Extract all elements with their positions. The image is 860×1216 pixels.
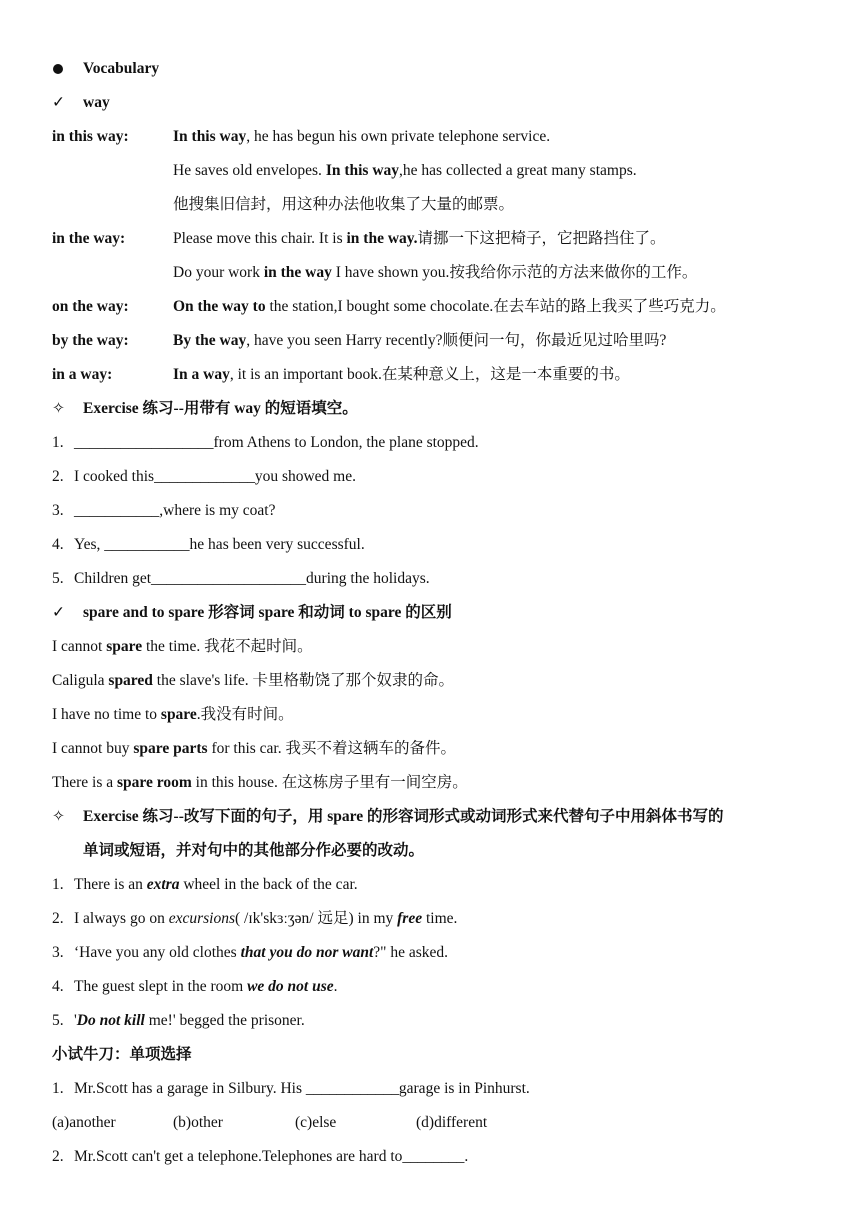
example-text: I have no time to spare.我没有时间。 [52, 706, 294, 723]
item-text: I always go on excursions( /ɪk'skɜːʒən/ 远足) in my free time. [74, 910, 458, 927]
quiz-options [0, 1112, 860, 1134]
vocab-entry [0, 330, 860, 352]
entry-label: in the way: [52, 230, 126, 247]
example-text: There is a spare room in this house. 在这栋房子里有一间空房。 [52, 774, 468, 791]
item-text: __________________from Athens to London, the plane stopped. [74, 434, 479, 451]
entry-text: Do your work in the way I have shown you.按我给你示范的方法来做你的工作。 [173, 264, 698, 281]
checkmark-icon: ✓ [52, 94, 65, 111]
vocab-entry [0, 228, 860, 250]
item-text: ‘Have you any old clothes that you do nor want?" he asked. [74, 944, 449, 961]
spare-example [0, 670, 860, 692]
item-text: Mr.Scott has a garage in Silbury. His ____________garage is in Pinhurst. [74, 1080, 530, 1097]
item-number: 3. [52, 502, 64, 519]
item-number: 1. [52, 1080, 64, 1097]
exercise2-heading-line2: 单词或短语，并对句中的其他部分作必要的改动。 [83, 842, 425, 859]
way-heading-row [0, 92, 860, 114]
bullet-dot-icon [53, 64, 63, 74]
quiz-heading: 小试牛刀：单项选择 [52, 1046, 192, 1063]
entry-text: He saves old envelopes. In this way,he has collected a great many stamps. [173, 162, 637, 179]
entry-text: In a way, it is an important book.在某种意义上，这是一本重要的书。 [173, 366, 630, 383]
exercise-item [0, 432, 860, 454]
entry-text: By the way, have you seen Harry recently?顺便问一句，你最近见过哈里吗? [173, 332, 667, 349]
item-number: 5. [52, 1012, 64, 1029]
item-number: 4. [52, 978, 64, 995]
item-text: The guest slept in the room we do not use. [74, 978, 338, 995]
spare-example [0, 636, 860, 658]
exercise-item [0, 874, 860, 896]
item-number: 4. [52, 536, 64, 553]
item-number: 2. [52, 910, 64, 927]
example-text: Caligula spared the slave's life. 卡里格勒饶了那个奴隶的命。 [52, 672, 455, 689]
exercise-item [0, 976, 860, 998]
example-text: I cannot buy spare parts for this car. 我买不着这辆车的备件。 [52, 740, 456, 757]
vocabulary-heading: Vocabulary [83, 60, 160, 77]
item-text: Yes, ___________he has been very successful. [74, 536, 365, 553]
item-number: 2. [52, 1148, 64, 1165]
entry-label: by the way: [52, 332, 129, 349]
diamond-star-icon: ✧ [52, 400, 65, 417]
exercise2-heading-line1: Exercise 练习--改写下面的句子，用 spare 的形容词形式或动词形式来代替句子中用斜体书写的 [83, 808, 724, 825]
option-d: (d)different [416, 1114, 488, 1131]
way-heading: way [83, 94, 110, 111]
diamond-star-icon: ✧ [52, 808, 65, 825]
entry-text: In this way, he has begun his own private telephone service. [173, 128, 551, 145]
item-text: I cooked this_____________you showed me. [74, 468, 356, 485]
exercise1-heading: Exercise 练习--用带有 way 的短语填空。 [83, 400, 358, 417]
option-b: (b)other [173, 1114, 223, 1131]
quiz-item [0, 1146, 860, 1168]
example-text: I cannot spare the time. 我花不起时间。 [52, 638, 313, 655]
vocab-entry [0, 262, 860, 284]
vocab-entry [0, 364, 860, 386]
checkmark-icon: ✓ [52, 604, 65, 621]
option-c: (c)else [295, 1114, 337, 1131]
vocab-entry [0, 126, 860, 148]
exercise1-heading-row [0, 398, 860, 420]
entry-text: 他搜集旧信封，用这种办法他收集了大量的邮票。 [173, 196, 515, 213]
item-number: 2. [52, 468, 64, 485]
item-text: ___________,where is my coat? [74, 502, 276, 519]
entry-label: in this way: [52, 128, 129, 145]
vocab-entry [0, 160, 860, 182]
vocab-entry [0, 296, 860, 318]
spare-heading: spare and to spare 形容词 spare 和动词 to spare 的区别 [83, 604, 452, 621]
item-number: 5. [52, 570, 64, 587]
exercise-item [0, 466, 860, 488]
entry-label: in a way: [52, 366, 113, 383]
spare-example [0, 772, 860, 794]
item-number: 1. [52, 434, 64, 451]
exercise2-heading-row2 [0, 840, 860, 862]
item-number: 3. [52, 944, 64, 961]
item-number: 1. [52, 876, 64, 893]
quiz-item [0, 1078, 860, 1100]
exercise-item [0, 534, 860, 556]
spare-example [0, 704, 860, 726]
option-a: (a)another [52, 1114, 116, 1131]
quiz-heading-row [0, 1044, 860, 1066]
exercise-item [0, 568, 860, 590]
entry-text: On the way to the station,I bought some chocolate.在去车站的路上我买了些巧克力。 [173, 298, 726, 315]
exercise-item [0, 1010, 860, 1032]
item-text: There is an extra wheel in the back of the car. [74, 876, 358, 893]
exercise-item [0, 942, 860, 964]
exercise-item [0, 908, 860, 930]
vocab-entry [0, 194, 860, 216]
exercise-item [0, 500, 860, 522]
spare-heading-row [0, 602, 860, 624]
item-text: 'Do not kill me!' begged the prisoner. [74, 1012, 305, 1029]
spare-example [0, 738, 860, 760]
entry-text: Please move this chair. It is in the way.请挪一下这把椅子，它把路挡住了。 [173, 230, 666, 247]
item-text: Children get____________________during the holidays. [74, 570, 430, 587]
entry-label: on the way: [52, 298, 129, 315]
item-text: Mr.Scott can't get a telephone.Telephones are hard to________. [74, 1148, 469, 1165]
exercise2-heading-row [0, 806, 860, 828]
vocabulary-heading-row [0, 58, 860, 80]
